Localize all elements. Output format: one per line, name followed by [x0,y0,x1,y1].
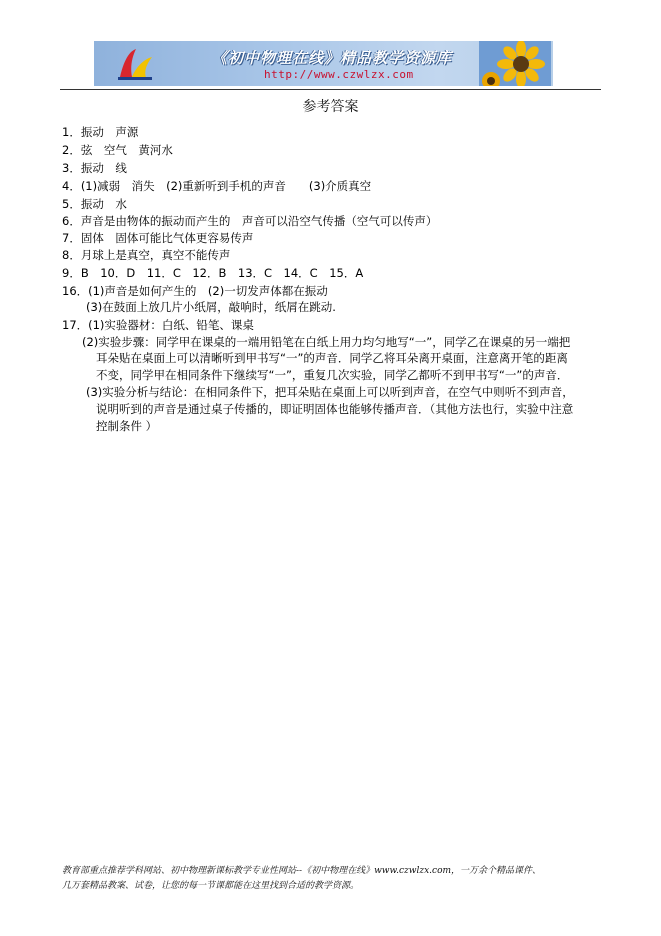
answer-line-6: 6．声音是由物体的振动而产生的 声音可以沿空气传播（空气可以传声） [62,214,438,228]
banner-url[interactable]: http://www.czwlzx.com [264,68,414,81]
banner-title: 《初中物理在线》精品教学资源库 [212,49,453,67]
answer-line-2: 2．弦 空气 黄河水 [62,143,173,157]
answer-line-17-analysis-3: 控制条件 ） [96,419,158,433]
answer-line-4: 4．(1)减弱 消失 (2)重新听到手机的声音 (3)介质真空 [62,179,372,193]
answer-line-17-analysis-2: 说明听到的声音是通过桌子传播的，即证明固体也能够传播声音．（其他方法也行，实验中注意 [96,402,574,416]
site-logo-icon [116,45,156,82]
answer-line-17-step-1: (2)实验步骤：同学甲在课桌的一端用铅笔在白纸上用力均匀地写“一”，同学乙在课桌的另一端把 [82,335,571,349]
header-divider [60,89,601,90]
answer-line-9-15: 9．B 10．D 11．C 12．B 13．C 14．C 15．A [62,266,364,280]
answer-line-17-step-3: 不变，同学甲在相同条件下继续写“一”，重复几次实验，同学乙都听不到甲书写“一”的声音． [96,368,569,382]
page-title: 参考答案 [302,99,359,115]
sunflower-image [479,41,551,86]
footer-line-2: 几万套精品教案、试卷，让您的每一节课都能在这里找到合适的教学资源。 [62,881,360,891]
answer-line-17-analysis-1: (3)实验分析与结论：在相同条件下，把耳朵贴在桌面上可以听到声音，在空气中则听不到声音， [86,385,574,399]
answer-line-16-part3: (3)在鼓面上放几片小纸屑，敲响时，纸屑在跳动. [86,300,336,314]
answer-line-7: 7．固体 固体可能比气体更容易传声 [62,231,254,245]
answer-line-1: 1．振动 声源 [62,125,139,139]
answer-line-17-step-2: 耳朵贴在桌面上可以清晰听到甲书写“一”的声音．同学乙将耳朵离开桌面，注意离开笔的距离 [96,351,568,365]
answer-line-3: 3．振动 线 [62,161,127,175]
page-footer [62,864,602,894]
answer-line-17: 17．(1)实验器材：白纸、铅笔、课桌 [62,318,254,332]
answer-line-8: 8．月球上是真空，真空不能传声 [62,248,231,262]
answer-line-16: 16．(1)声音是如何产生的 (2)一切发声体都在振动 [62,284,328,298]
answer-line-5: 5．振动 水 [62,197,127,211]
footer-line-1: 教育部重点推荐学科网站、初中物理新课标教学专业性网站--《初中物理在线》www.czwlzx.com，一万余个精品课件、 [62,866,542,876]
header-banner [94,41,553,86]
